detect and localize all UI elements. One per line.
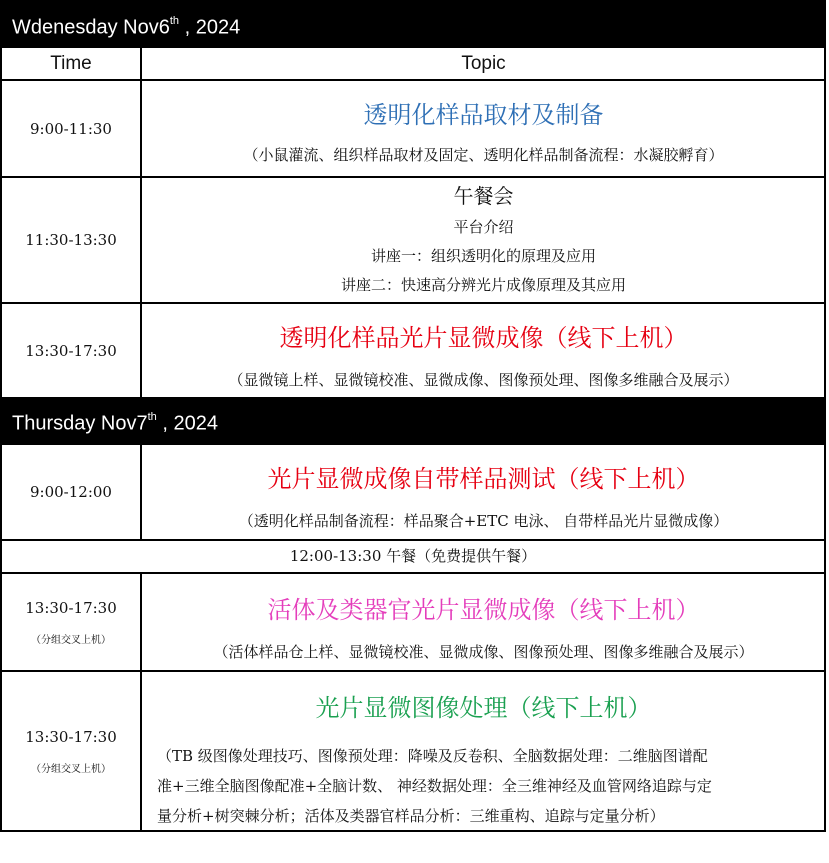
day-title-year: , 2024	[156, 412, 218, 435]
time-label: 11:30-13:30	[25, 231, 117, 249]
table-row	[143, 81, 824, 176]
table-row	[143, 178, 824, 302]
column-header-time: Time	[2, 48, 142, 79]
time-label: 13:30-17:30	[25, 727, 117, 746]
time-label: 9:00-11:30	[30, 119, 112, 138]
day-title: Wdenesday Nov6	[12, 16, 170, 39]
day-title-sup: th	[147, 411, 157, 423]
session-description	[143, 741, 824, 831]
day-header-thursday	[0, 399, 826, 443]
row-time	[2, 304, 142, 397]
lunch-row: 12:00-13:30 午餐（免费提供午餐）	[289, 547, 537, 565]
column-header-topic: Topic	[461, 53, 506, 74]
session-description: （活体样品仓上样、显微镜校准、显微成像、图像预处理、图像多维融合及展示）	[213, 643, 754, 661]
row-time	[2, 672, 142, 830]
time-label: 9:00-12:00	[30, 483, 112, 501]
session-title: 活体及类器官光片显微成像（线下上机）	[267, 596, 700, 624]
platform-intro: 平台介绍	[453, 218, 514, 236]
time-note: （分组交叉上机）	[31, 763, 111, 775]
day-title-sup: th	[169, 15, 180, 27]
description-line: （TB 级图像处理技巧、图像预处理：降噪及反卷积、全脑数据处理：二维脑图谱配	[157, 747, 708, 765]
session-description: （透明化样品制备流程：样品聚合+ETC 电泳、 自带样品光片显微成像）	[238, 512, 729, 530]
session-description: （小鼠灌流、组织样品取材及固定、透明化样品制备流程：水凝胶孵育）	[243, 146, 724, 164]
session-title: 光片显微成像自带样品测试（线下上机）	[267, 465, 700, 493]
session-title: 透明化样品取材及制备	[363, 101, 604, 129]
row-time	[2, 445, 142, 539]
session-title: 透明化样品光片显微成像（线下上机）	[279, 324, 688, 352]
time-label: 13:30-17:30	[25, 598, 117, 617]
day-title: Thursday Nov7	[12, 412, 148, 435]
lecture-2: 讲座二：快速高分辨光片成像原理及其应用	[340, 276, 626, 294]
row-time	[2, 81, 142, 176]
lunch-title: 午餐会	[453, 184, 514, 208]
day-title-year: , 2024	[179, 16, 241, 39]
description-line: 量分析+树突棘分析；活体及类器官样品分析：三维重构、追踪与定量分析）	[157, 807, 665, 825]
table-row	[143, 672, 824, 830]
description-line: 准+三维全脑图像配准+全脑计数、 神经数据处理：全三维神经及血管网络追踪与定	[157, 777, 712, 795]
session-description: （显微镜上样、显微镜校准、显微成像、图像预处理、图像多维融合及展示）	[228, 371, 739, 389]
time-label: 13:30-17:30	[25, 341, 117, 360]
time-note: （分组交叉上机）	[31, 634, 111, 646]
session-title: 光片显微图像处理（线下上机）	[315, 694, 652, 722]
row-time	[2, 178, 142, 302]
day-header-wednesday	[0, 0, 826, 46]
row-time	[2, 574, 142, 670]
table-row	[143, 445, 824, 539]
table-row	[143, 574, 824, 670]
table-row	[143, 304, 824, 397]
lecture-1: 讲座一：组织透明化的原理及应用	[370, 247, 596, 265]
